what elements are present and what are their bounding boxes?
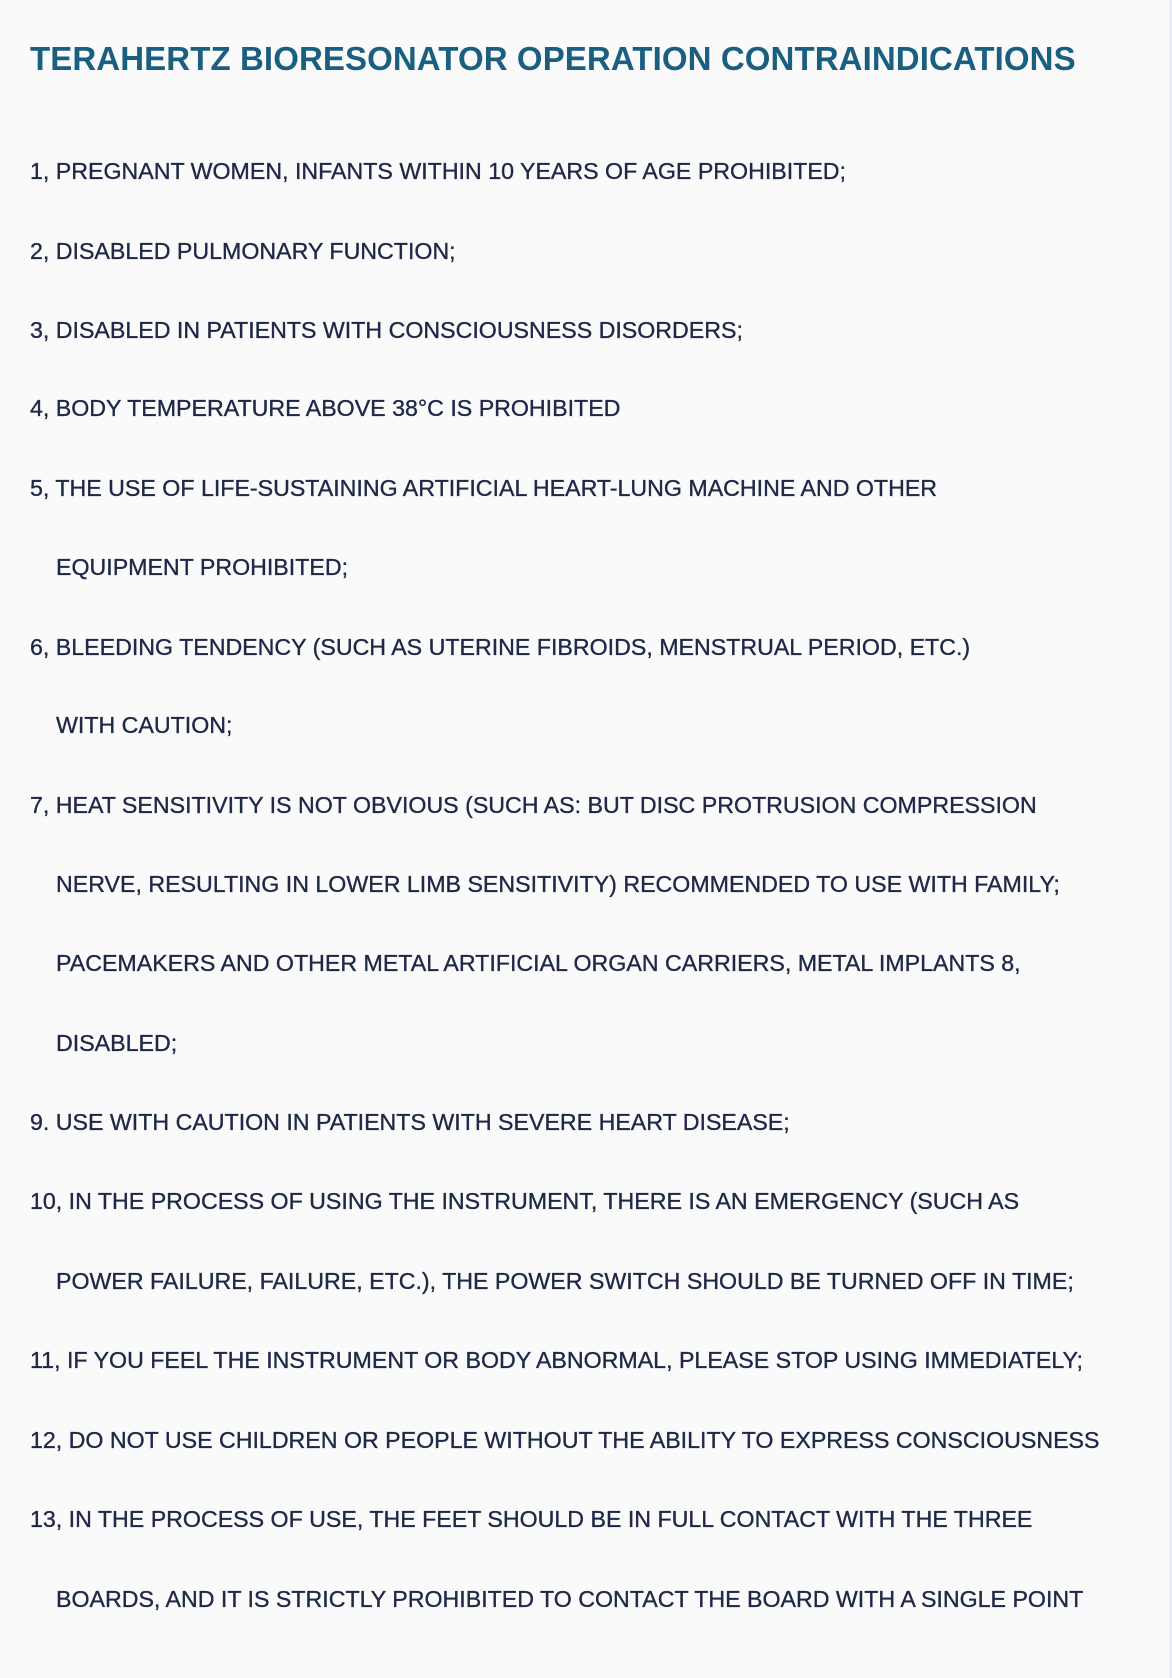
contraindication-line: 1, PREGNANT WOMEN, INFANTS WITHIN 10 YEARS OF AGE PROHIBITED; (30, 158, 846, 184)
contraindication-line: 9. USE WITH CAUTION IN PATIENTS WITH SEVERE HEART DISEASE; (30, 1109, 790, 1135)
contraindication-line: 3, DISABLED IN PATIENTS WITH CONSCIOUSNESS DISORDERS; (30, 317, 743, 343)
contraindication-line-continued: DISABLED; (56, 1030, 178, 1056)
contraindication-line: 11, IF YOU FEEL THE INSTRUMENT OR BODY ABNORMAL, PLEASE STOP USING IMMEDIATELY; (30, 1347, 1083, 1373)
contraindication-line-continued: POWER FAILURE, FAILURE, ETC.), THE POWER SWITCH SHOULD BE TURNED OFF IN TIME; (56, 1268, 1074, 1294)
contraindication-line-continued: BOARDS, AND IT IS STRICTLY PROHIBITED TO CONTACT THE BOARD WITH A SINGLE POINT (56, 1586, 1084, 1612)
page-title: TERAHERTZ BIORESONATOR OPERATION CONTRAINDICATIONS (30, 40, 1076, 77)
contraindication-line: 12, DO NOT USE CHILDREN OR PEOPLE WITHOUT THE ABILITY TO EXPRESS CONSCIOUSNESS (30, 1427, 1100, 1453)
contraindication-line: 10, IN THE PROCESS OF USING THE INSTRUMENT, THERE IS AN EMERGENCY (SUCH AS (30, 1188, 1020, 1214)
contraindication-line: 13, IN THE PROCESS OF USE, THE FEET SHOULD BE IN FULL CONTACT WITH THE THREE (30, 1506, 1033, 1532)
contraindication-line-continued: PACEMAKERS AND OTHER METAL ARTIFICIAL ORGAN CARRIERS, METAL IMPLANTS 8, (56, 950, 1021, 976)
contraindication-line-continued: EQUIPMENT PROHIBITED; (56, 554, 349, 580)
contraindication-line: 4, BODY TEMPERATURE ABOVE 38°C IS PROHIBITED (30, 395, 621, 421)
contraindication-line-continued: WITH CAUTION; (56, 712, 233, 738)
contraindication-line: 5, THE USE OF LIFE-SUSTAINING ARTIFICIAL HEART-LUNG MACHINE AND OTHER (30, 475, 938, 501)
contraindication-line: 6, BLEEDING TENDENCY (SUCH AS UTERINE FIBROIDS, MENSTRUAL PERIOD, ETC.) (30, 634, 971, 660)
contraindication-line: 2, DISABLED PULMONARY FUNCTION; (30, 238, 456, 264)
contraindication-line-continued: NERVE, RESULTING IN LOWER LIMB SENSITIVITY) RECOMMENDED TO USE WITH FAMILY; (56, 871, 1060, 897)
contraindication-line: 7, HEAT SENSITIVITY IS NOT OBVIOUS (SUCH AS: BUT DISC PROTRUSION COMPRESSION (30, 792, 1037, 818)
